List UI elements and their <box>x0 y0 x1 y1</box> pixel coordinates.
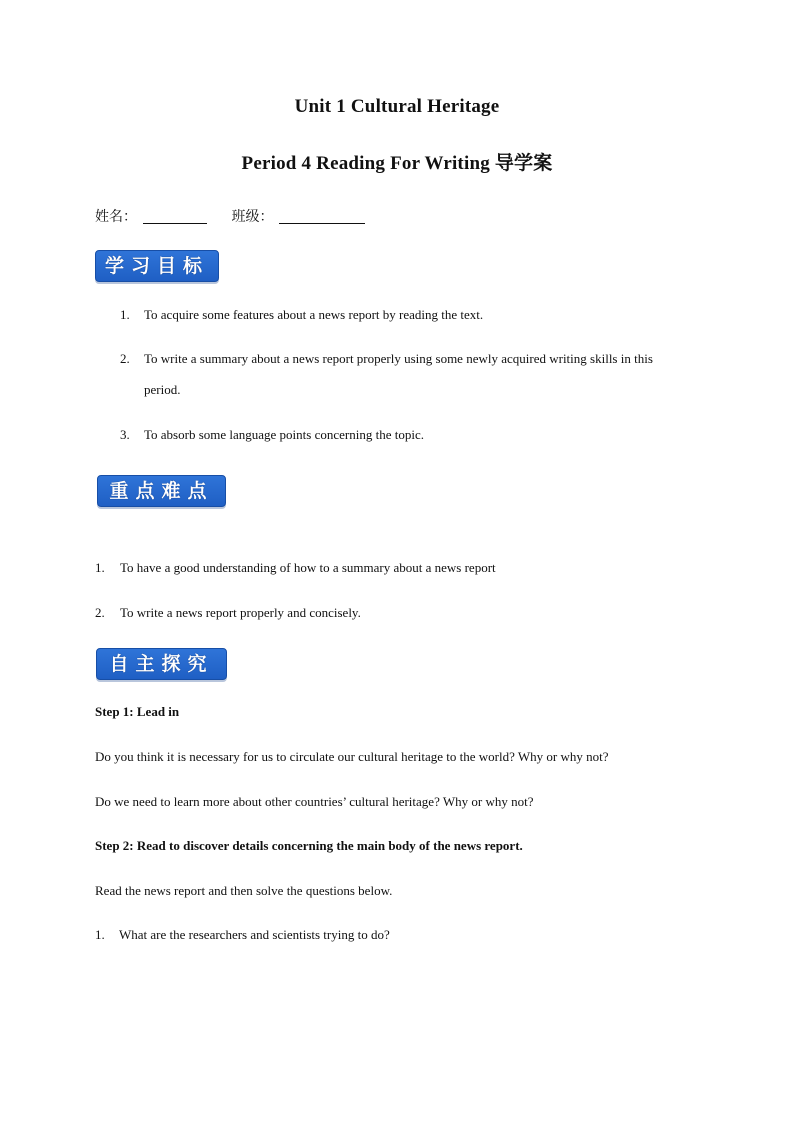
objective-number: 1. <box>120 307 130 322</box>
key-point-number: 1. <box>95 560 105 575</box>
step2-question-text: What are the researchers and scientists trying to do? <box>119 927 390 942</box>
document-subtitle: Period 4 Reading For Writing 导学案 <box>241 153 553 174</box>
objective-text: To absorb some language points concerning the topic. <box>144 427 424 442</box>
objectives-badge: 学习目标 <box>95 250 219 282</box>
document-title: Unit 1 Cultural Heritage <box>294 96 500 117</box>
step1-heading: Step 1: Lead in <box>95 704 180 719</box>
name-label: 姓名： <box>95 209 137 225</box>
step2-instruction: Read the news report and then solve the questions below. <box>95 883 393 898</box>
step1-question: Do you think it is necessary for us to circulate our cultural heritage to the world? Why or why not? <box>95 749 609 764</box>
step2-question-number: 1. <box>95 927 105 942</box>
key-point-text: To have a good understanding of how to a summary about a news report <box>120 560 496 575</box>
class-label: 班级： <box>231 209 274 225</box>
step2-heading: Step 2: Read to discover details concerning the main body of the news report. <box>95 838 523 853</box>
objective-text: To acquire some features about a news report by reading the text. <box>144 307 484 322</box>
objective-number: 2. <box>120 351 130 366</box>
key-point-number: 2. <box>95 605 105 620</box>
objective-text: To write a summary about a news report properly using some newly acquired writing skills in this <box>144 351 653 366</box>
objective-text-continued: period. <box>144 382 181 397</box>
step1-question: Do we need to learn more about other countries’ cultural heritage? Why or why not? <box>95 794 534 809</box>
objective-number: 3. <box>120 427 130 442</box>
name-blank[interactable] <box>143 209 207 224</box>
key-points-badge: 重点难点 <box>97 475 226 507</box>
student-info-row <box>95 206 365 226</box>
class-blank[interactable] <box>279 209 365 224</box>
key-point-text: To write a news report properly and concisely. <box>120 605 361 620</box>
self-study-badge: 自主探究 <box>96 648 227 680</box>
